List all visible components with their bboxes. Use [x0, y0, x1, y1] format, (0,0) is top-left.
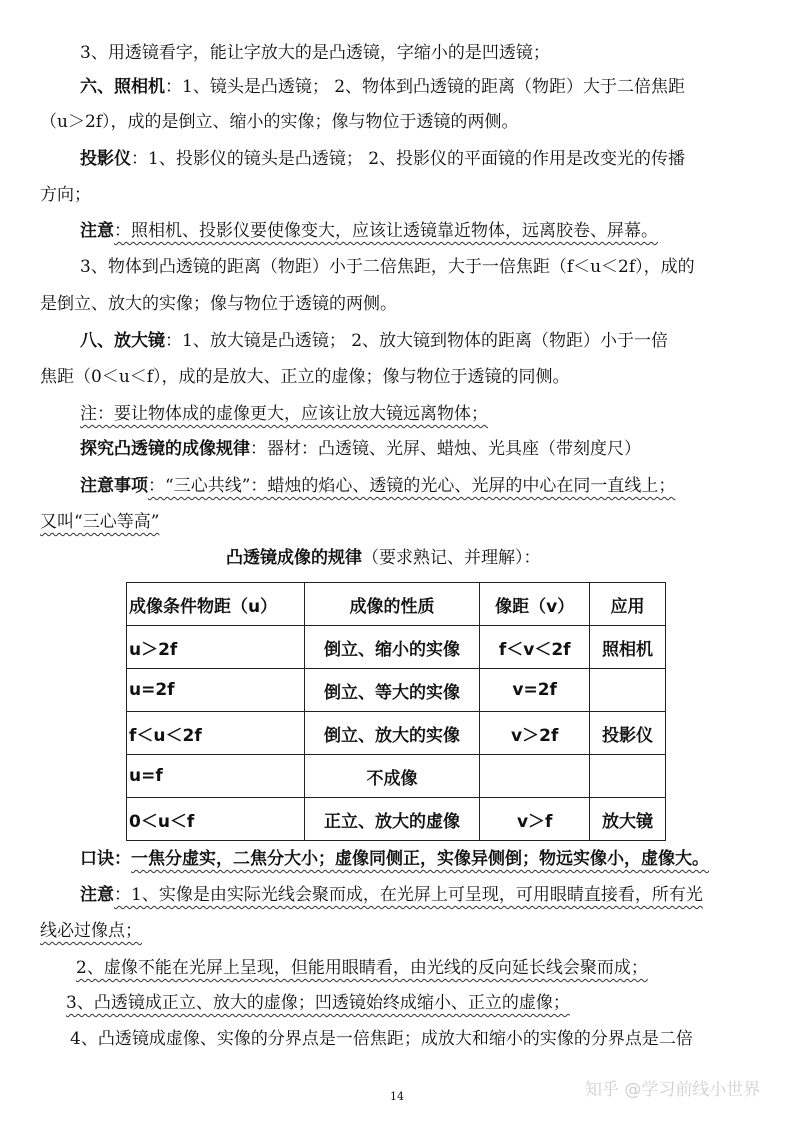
mnemonic-text: 一焦分虚实，二焦分大小；虚像同侧正，实像异侧倒；物远实像小，虚像大。: [131, 849, 709, 869]
text-line-20: 4、凸透镜成虚像、实像的分界点是一倍焦距；成放大和缩小的实像的分界点是二倍: [70, 1029, 693, 1049]
table-title-note: （要求熟记、并理解）：: [362, 548, 541, 568]
text-line-18: [76, 957, 648, 979]
text-line-7: 3、物体到凸透镜的距离（物距）小于二倍焦距，大于一倍焦距（f＜u＜2f），成的: [80, 257, 695, 277]
cell-image-distance: v＞f: [480, 798, 590, 841]
cell-application: 放大镜: [590, 798, 666, 841]
table-row: [127, 669, 666, 712]
three-centers-text: 又叫“三心等高”: [40, 512, 160, 532]
text-line-explore: [80, 438, 641, 460]
text-line-1: 3、用透镜看字，能让字放大的是凸透镜，字缩小的是凹透镜；: [80, 43, 550, 63]
note-text-1: ：照相机、投影仪要使像变大，应该让透镜靠近物体，远离胶卷、屏幕。: [114, 221, 658, 241]
mnemonic-label: 口诀：: [80, 849, 131, 869]
header-image-nature: 成像的性质: [304, 583, 480, 626]
cell-application: [590, 669, 666, 712]
cell-image-distance: [480, 755, 590, 798]
cell-application: 投影仪: [590, 712, 666, 755]
table-title: 凸透镜成像的规律: [226, 548, 362, 568]
table-row: [127, 798, 666, 841]
table-row: [127, 626, 666, 669]
cell-image-nature: 正立、放大的虚像: [304, 798, 480, 841]
text-line-projector: [80, 148, 685, 170]
projector-heading: 投影仪: [80, 149, 131, 169]
cell-object-distance: u=f: [127, 755, 305, 798]
cell-object-distance: f＜u＜2f: [127, 712, 305, 755]
header-application: 应用: [590, 583, 666, 626]
cell-object-distance: u＞2f: [127, 626, 305, 669]
explore-text: ：器材：凸透镜、光屏、蜡烛、光具座（带刻度尺）: [250, 439, 641, 459]
text-line-10: 焦距（0＜u＜f），成的是放大、正立的虚像；像与物位于透镜的同侧。: [40, 367, 570, 387]
text-line-notes: [80, 475, 675, 497]
camera-text: ：1、镜头是凸透镜； 2、物体到凸透镜的距离（物距）大于二倍焦距: [165, 77, 686, 97]
projector-text: ：1、投影仪的镜头是凸透镜； 2、投影仪的平面镜的作用是改变光的传播: [131, 149, 686, 169]
lens-image-note: 3、凸透镜成正立、放大的虚像；凹透镜始终成缩小、正立的虚像；: [66, 993, 570, 1013]
text-line-19: [66, 992, 570, 1014]
text-line-14: [40, 511, 159, 533]
magnifier-heading: 八、放大镜: [80, 331, 165, 351]
header-object-distance: 成像条件物距（u）: [127, 583, 305, 626]
text-line-camera: [80, 76, 685, 98]
text-line-11: [80, 403, 488, 425]
text-line-mnemonic: [80, 848, 709, 870]
imaging-rules-table: [126, 582, 666, 841]
text-line-17: [40, 920, 142, 942]
header-image-distance: 像距（v）: [480, 583, 590, 626]
magnifier-note: 注：要让物体成的虚像更大，应该让放大镜远离物体；: [80, 404, 488, 424]
cell-application: 照相机: [590, 626, 666, 669]
explore-heading: 探究凸透镜的成像规律: [80, 439, 250, 459]
text-line-5: 方向；: [40, 185, 91, 205]
note-label-1: 注意: [80, 221, 114, 241]
virtual-image-note: 2、虚像不能在光屏上呈现，但能用眼睛看，由光线的反向延长线会聚而成；: [76, 958, 648, 978]
cell-image-distance: v=2f: [480, 669, 590, 712]
text-line-3: （u＞2f），成的是倒立、缩小的实像；像与物位于透镜的两侧。: [40, 112, 519, 132]
table-row: [127, 755, 666, 798]
note-text-2: ：1、实像是由实际光线会聚而成，在光屏上可呈现，可用眼睛直接看，所有光: [114, 885, 703, 905]
table-row: [127, 712, 666, 755]
cell-application: [590, 755, 666, 798]
camera-heading: 六、照相机: [80, 77, 165, 97]
table-title-line: [226, 547, 541, 569]
magnifier-text: ：1、放大镜是凸透镜； 2、放大镜到物体的距离（物距）小于一倍: [165, 331, 669, 351]
watermark: 知乎 @学习前线小世界: [585, 1080, 761, 1100]
page-number: 14: [390, 1090, 404, 1103]
cell-object-distance: 0＜u＜f: [127, 798, 305, 841]
table-header-row: [127, 583, 666, 626]
text-line-note-2: [80, 884, 703, 906]
cell-image-nature: 不成像: [304, 755, 480, 798]
text-line-8: 是倒立、放大的实像；像与物位于透镜的两侧。: [40, 294, 397, 314]
cell-image-distance: f＜v＜2f: [480, 626, 590, 669]
cell-object-distance: u=2f: [127, 669, 305, 712]
cell-image-nature: 倒立、等大的实像: [304, 669, 480, 712]
cell-image-distance: v＞2f: [480, 712, 590, 755]
note-text-2-cont: 线必过像点；: [40, 921, 142, 941]
text-line-note-1: [80, 220, 658, 242]
note-label-2: 注意: [80, 885, 114, 905]
notes-heading: 注意事项: [80, 476, 148, 496]
notes-text: ：“三心共线”：蜡烛的焰心、透镜的光心、光屏的中心在同一直线上；: [148, 476, 676, 496]
text-line-magnifier: [80, 330, 668, 352]
cell-image-nature: 倒立、缩小的实像: [304, 626, 480, 669]
cell-image-nature: 倒立、放大的实像: [304, 712, 480, 755]
